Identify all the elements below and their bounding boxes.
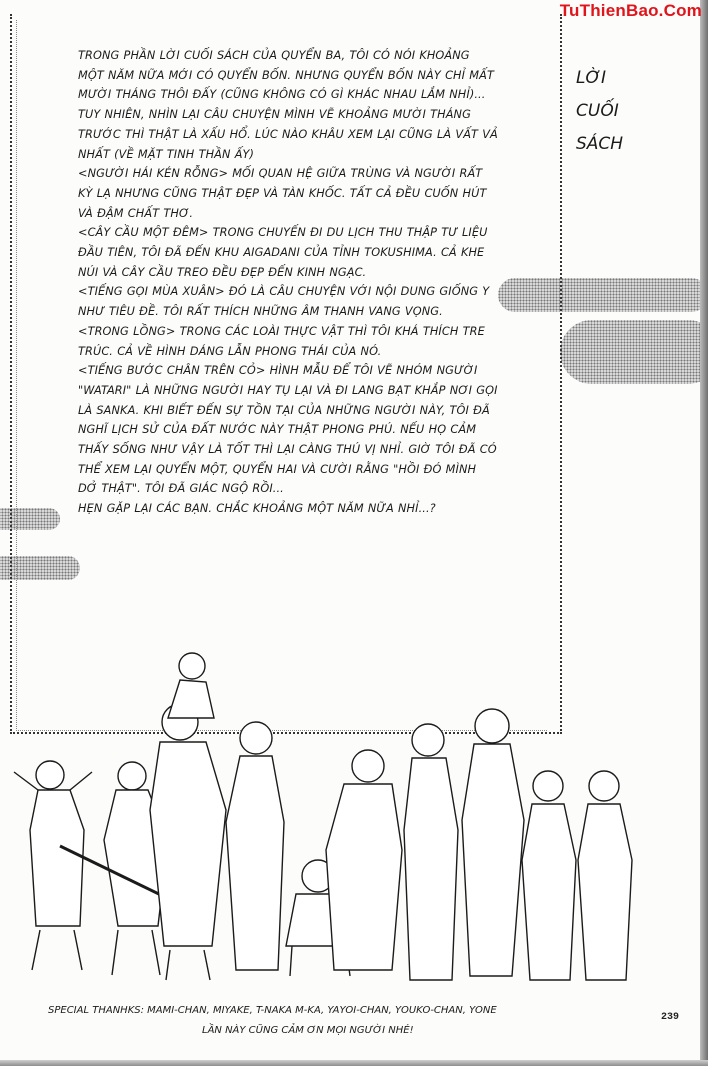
characters-illustration xyxy=(0,640,700,1000)
page-number: 239 xyxy=(661,1012,680,1023)
thanks-line-2: LẦN NÀY CŨNG CẢM ƠN MỌI NGƯỜI NHÉ! xyxy=(202,1025,414,1036)
paragraph-farewell: HẸN GẶP LẠI CÁC BẠN. CHẮC KHOẢNG MỘT NĂM NỮA NHỈ...? xyxy=(78,502,436,516)
special-thanks xyxy=(48,1001,648,1041)
paragraph-bridge: <CÂY CẦU MỘT ĐÊM> TRONG CHUYẾN ĐI DU LỊCH THU THẬP TƯ LIỆU ĐẦU TIÊN, TÔI ĐÃ ĐẾN KHU AIGADANI CỦA TỈNH TOKUSHIMA. CẢ KHE NÚI VÀ CÂY CẦU TREO ĐỀU ĐẸP ĐẾN KINH NGẠC. xyxy=(78,226,488,279)
bottom-edge-shadow xyxy=(0,1060,708,1066)
figure-woman-long-hair xyxy=(404,724,458,980)
title-line-3: SÁCH xyxy=(576,134,624,154)
paragraph-intro: TRONG PHẦN LỜI CUỐI SÁCH CỦA QUYỂN BA, TÔI CÓ NÓI KHOẢNG MỘT NĂM NỮA MỚI CÓ QUYỂN BỐN. NHƯNG QUYỂN BỐN NÀY CHỈ MẤT MƯỜI THÁNG THÔI ĐẤY (CŨNG KHÔNG CÓ GÌ KHÁC NHAU LẮM NHỈ)... TUY NHIÊN, NHÌN LẠI CÂU CHUYỆN MÌNH VẼ KHOẢNG MƯỜI THÁNG TRƯỚC THÌ THẬT LÀ XẤU HỔ. LÚC NÀO KHÂU XEM LẠI CŨNG LÀ VẤT VẢ NHẤT (VỀ MẶT TINH THẦN ẤY) xyxy=(78,49,498,161)
site-watermark: TuThienBao.Com xyxy=(559,1,702,20)
figure-girl-1 xyxy=(522,771,576,980)
title-line-1: LỜI xyxy=(576,68,607,88)
afterword-text xyxy=(78,46,498,519)
figure-woman-left xyxy=(226,722,284,970)
title-line-2: CUỐI xyxy=(576,101,619,121)
figure-bearded-man xyxy=(326,750,402,970)
figure-tall-man xyxy=(462,709,524,976)
paragraph-spring: <TIẾNG GỌI MÙA XUÂN> ĐÓ LÀ CÂU CHUYỆN VỚI NỘI DUNG GIỐNG Y NHƯ TIÊU ĐỀ. TÔI RẤT THÍCH NHỮNG ÂM THANH VANG VỌNG. xyxy=(78,285,490,319)
tone-cloud-right-lower xyxy=(560,320,700,384)
figure-girl-2 xyxy=(578,771,632,980)
thanks-line-1: SPECIAL THANHKS: MAMI-CHAN, MIYAKE, T-NAKA M-KA, YAYOI-CHAN, YOUKO-CHAN, YONE xyxy=(48,1005,497,1016)
paragraph-cage: <TRONG LỒNG> TRONG CÁC LOÀI THỰC VẬT THÌ TÔI KHÁ THÍCH TRE TRÚC. CẢ VỀ HÌNH DÁNG LẪN PHONG THÁI CỦA NÓ. xyxy=(78,324,485,358)
binding-shadow xyxy=(700,0,708,1066)
figure-boy-left xyxy=(14,761,92,970)
paragraph-footsteps: <TIẾNG BƯỚC CHÂN TRÊN CỎ> HÌNH MẪU ĐỂ TÔI VẼ NHÓM NGƯỜI "WATARI" LÀ NHỮNG NGƯỜI HAY TỤ LẠI VÀ ĐI LANG BẠT KHẮP NƠI GỌI LÀ SANKA. KHI BIẾT ĐẾN SỰ TỒN TẠI CỦA NHỮNG NGƯỜI NÀY, TÔI ĐÃ NGHĨ LỊCH SỬ CỦA ĐẤT NƯỚC NÀY THẬT PHONG PHÚ. NẾU HỌ CẢM THẤY SỐNG NHƯ VẬY LÀ TỐT THÌ LẠI CÀNG THÚ VỊ NHỈ. GIỜ TÔI ĐÃ CÓ THỂ XEM LẠI QUYỂN MỘT, QUYỂN HAI VÀ CƯỜI RẰNG "HỒI ĐÓ MÌNH DỞ THẬT". TÔI ĐÃ GIÁC NGỘ RỒI... xyxy=(78,364,498,496)
afterword-title xyxy=(576,62,646,161)
figure-man-with-child xyxy=(150,653,226,980)
paragraph-cocoon: <NGƯỜI HÁI KÉN RỖNG> MỐI QUAN HỆ GIỮA TRÙNG VÀ NGƯỜI RẤT KỲ LẠ NHƯNG CŨNG THẬT ĐẸP VÀ TÀN KHỐC. TẤT CẢ ĐỀU CUỐN HÚT VÀ ĐẬM CHẤT THƠ. xyxy=(78,167,487,220)
